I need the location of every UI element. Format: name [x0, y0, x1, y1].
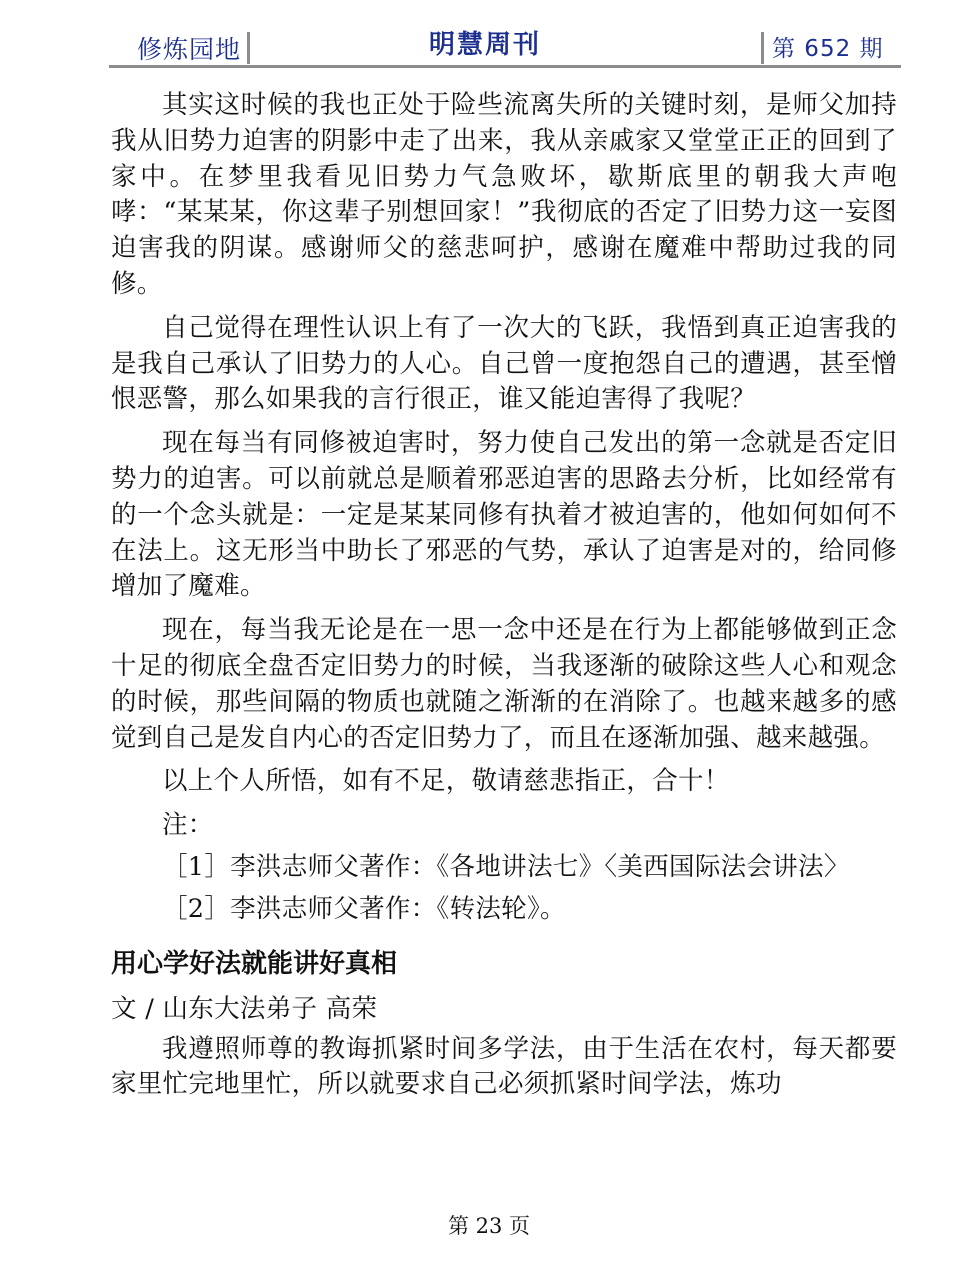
body-paragraph: 以上个人所悟，如有不足，敬请慈悲指正，合十！	[162, 766, 730, 797]
header-publication-title: 明慧周刊	[429, 30, 542, 60]
header-divider-right	[761, 32, 764, 64]
body-paragraph: 其实这时候的我也正处于险些流离失所的关键时刻，是师父加持我从旧势力迫害的阴影中走了出来，我从亲戚家又堂堂正正的回到了家中。在梦里我看见旧势力气急败坏，歇斯底里的朝我大声咆哮：“某某某，你这辈子别想回家！”我彻底的否定了旧势力这一妄图迫害我的阴谋。感谢师父的慈悲呵护，感谢在魔难中帮助过我的同修。	[111, 90, 897, 299]
page-number: 第 23 页	[447, 1214, 531, 1238]
body-paragraph: 现在，每当我无论是在一思一念中还是在行为上都能够做到正念十足的彻底全盘否定旧势力的时候，当我逐渐的破除这些人心和观念的时候，那些间隔的物质也就随之渐渐的在消除了。也越来越多的感觉到自己是发自内心的否定旧势力了，而且在逐渐加强、越来越强。	[111, 615, 897, 753]
page-header	[109, 22, 901, 66]
article-title: 用心学好法就能讲好真相	[111, 948, 398, 979]
note-item: ［2］李洪志师父著作：《转法轮》。	[162, 893, 566, 924]
body-paragraph: 自己觉得在理性认识上有了一次大的飞跃，我悟到真正迫害我的是我自己承认了旧势力的人心。自己曾一度抱怨自己的遭遇，甚至憎恨恶警，那么如果我的言行很正，谁又能迫害得了我呢？	[111, 312, 897, 415]
page-content	[111, 88, 897, 1111]
note-item: ［1］李洪志师父著作：《各地讲法七》〈美西国际法会讲法〉	[162, 851, 850, 882]
header-section-name: 修炼园地	[137, 35, 242, 64]
notes-label: 注：	[162, 810, 214, 841]
article-byline: 文 / 山东大法弟子 高荣	[111, 993, 378, 1024]
header-rule	[109, 65, 901, 68]
header-issue-number: 第 652 期	[772, 36, 884, 62]
header-divider-left	[247, 32, 250, 64]
article-paragraph: 我遵照师尊的教诲抓紧时间多学法，由于生活在农村，每天都要家里忙完地里忙，所以就要求自己必须抓紧时间学法，炼功	[111, 1033, 897, 1100]
body-paragraph: 现在每当有同修被迫害时，努力使自己发出的第一念就是否定旧势力的迫害。可以前就总是顺着邪恶迫害的思路去分析，比如经常有的一个念头就是：一定是某某同修有执着才被迫害的，他如何如何不在法上。这无形当中助长了邪恶的气势，承认了迫害是对的，给同修增加了魔难。	[111, 428, 897, 602]
